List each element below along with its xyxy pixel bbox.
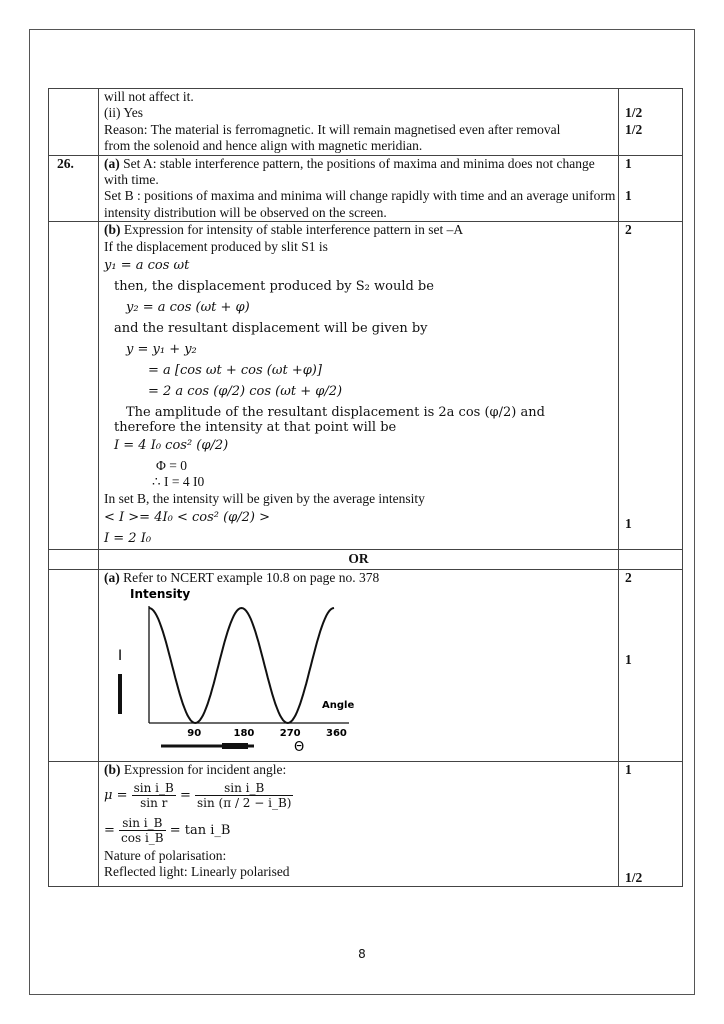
equation: < I >= 4I₀ < cos² (φ/2) > bbox=[104, 510, 271, 526]
table-row bbox=[49, 89, 683, 156]
marks-cell: 2 1 bbox=[619, 569, 683, 761]
or-separator: OR bbox=[99, 550, 619, 569]
alt-part-b: (b) Expression for incident angle: μ = $\frac{\text{sin i\_B}}{\text{sin r}}$ = $\frac{\text{sin i\_B}}{\sin (\pi / 2 - i\_B)}$ = $\frac{\text{sin i\_B}}{\text{cos i\_B}}$ = tan i_B Nature of polarisation: Reflected light: Linearly polarised bbox=[99, 761, 619, 887]
marks-cell: 1 1 bbox=[619, 155, 683, 222]
q26-part-a: (a) Set A: stable interference pattern, the positions of maxima and minima does not change with time. Set B : positions of maxima and minima will change rapidly with time and an average uniform intensity distribution will be observed on the screen. bbox=[99, 155, 619, 222]
x-tick-label: 270 bbox=[279, 728, 301, 740]
equation: μ = $\frac{\text{sin i\_B}}{\text{sin r}}$ = $\frac{\text{sin i\_B}}{\sin (\pi / 2 - i\_B)}$ bbox=[104, 780, 292, 810]
intensity-curve bbox=[149, 608, 334, 723]
question-number: 26. bbox=[49, 155, 99, 222]
table-row bbox=[49, 222, 683, 550]
x-axis-title: Angle bbox=[322, 700, 355, 712]
intensity-angle-graph bbox=[104, 586, 364, 756]
equation: = 2 a cos (φ/2) cos (ωt + φ/2) bbox=[148, 384, 343, 400]
x-tick-label: 180 bbox=[233, 728, 255, 740]
equation: I = 2 I₀ bbox=[104, 531, 152, 547]
table-row bbox=[49, 155, 683, 222]
equation: I = 4 I₀ cos² (φ/2) bbox=[114, 438, 229, 454]
continued-answer: will not affect it. (ii) Yes Reason: The material is ferromagnetic. It will remain magnetised even after removal from the solenoid and hence align with magnetic meridian. bbox=[99, 89, 619, 156]
equation: = a [cos ωt + cos (ωt +φ)] bbox=[148, 363, 322, 379]
equation: y = y₁ + y₂ bbox=[126, 342, 197, 358]
x-axis-symbol: Θ bbox=[294, 740, 305, 756]
equation: y₁ = a cos ωt bbox=[104, 258, 190, 274]
marks-cell: 2 1 bbox=[619, 222, 683, 550]
q26-part-b: (b) Expression for intensity of stable interference pattern in set –A If the displacement produced by slit S1 is y₁ = a cos ωt then, the displacement produced by S₂ would be y₂ = a cos (ωt + φ) and the resultant displacement will be given by y = y₁ + y₂ = a [cos ωt + cos (ωt +φ)] = 2 a cos (φ/2) cos (ωt + φ/2) The amplitude of the resultant displacement is 2a cos (φ/2) and therefore the intensity at that point will be I = 4 I₀ cos² (φ/2) Φ = 0 ∴ I = 4 I0 In set B, the intensity will be given by the average intensity < I >= 4I₀ < cos² (φ/2) > I = 2 I₀ bbox=[99, 222, 619, 550]
table-row bbox=[49, 550, 683, 569]
equation: = $\frac{\text{sin i\_B}}{\text{cos i\_B}}$ = tan i_B bbox=[104, 815, 231, 845]
marks-cell: 1 1/2 bbox=[619, 761, 683, 887]
page-number: 8 bbox=[358, 947, 366, 961]
x-tick-label: 360 bbox=[326, 728, 347, 740]
x-axis-arrow-head bbox=[222, 743, 248, 749]
x-tick-label: 90 bbox=[187, 728, 202, 740]
y-axis-title: Intensity bbox=[130, 587, 191, 602]
alt-part-a: (a) Refer to NCERT example 10.8 on page no. 378 Intensity I Angle 90 180 270 360 Θ bbox=[99, 569, 619, 761]
marks-cell: 1/2 1/2 bbox=[619, 89, 683, 156]
answer-table bbox=[48, 88, 683, 887]
table-row bbox=[49, 569, 683, 761]
table-row bbox=[49, 761, 683, 887]
y-axis-symbol: I bbox=[118, 648, 123, 665]
equation: y₂ = a cos (ωt + φ) bbox=[126, 300, 250, 316]
